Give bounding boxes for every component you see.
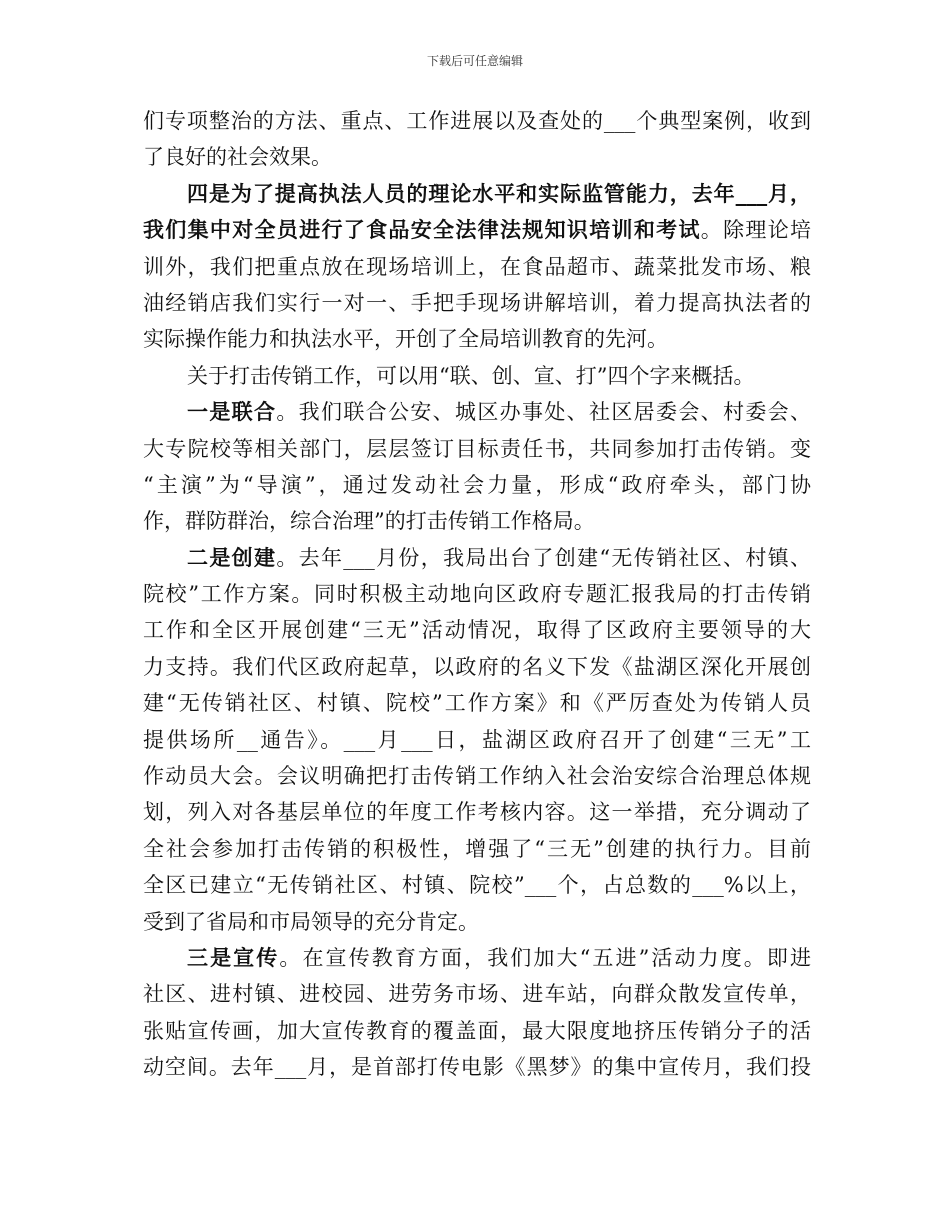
- bold-run: 三是宣传: [187, 944, 280, 970]
- text-run: 社区、进村镇、进校园、进劳务市场、进车站，向群众散发宣传单，: [143, 982, 811, 1007]
- text-run: 院校”工作方案。同时积极主动地向区政府专题汇报我局的打击传销: [143, 582, 811, 607]
- text-line: [143, 867, 811, 903]
- text-run: 了良好的社会效果。: [143, 145, 332, 170]
- text-line: [143, 722, 811, 758]
- text-run: 实际操作能力和执法水平，开创了全局培训教育的先河。: [143, 327, 668, 352]
- text-line: [143, 467, 811, 503]
- text-line: [143, 976, 811, 1012]
- text-run: “主演”为“导演”，通过发动社会力量，形成“政府牵头，部门协: [143, 472, 811, 497]
- text-line: [143, 540, 811, 576]
- text-line: [143, 212, 811, 248]
- text-run: 工作和全区开展创建“三无”活动情况，取得了区政府主要领导的大: [143, 618, 811, 643]
- text-run: 力支持。我们代区政府起草，以政府的名义下发《盐湖区深化开展创: [143, 654, 811, 679]
- text-run: 训外，我们把重点放在现场培训上，在食品超市、蔬菜批发市场、粮: [143, 254, 811, 279]
- text-line: [143, 794, 811, 830]
- text-run: 全社会参加打击传销的积极性，增强了“三无”创建的执行力。目前: [143, 836, 811, 861]
- text-line: [143, 576, 811, 612]
- text-line: [143, 358, 811, 394]
- text-line: [143, 503, 811, 539]
- text-run: 全区已建立“无传销社区、村镇、院校”___个，占总数的___%以上，: [143, 873, 811, 898]
- text-line: [143, 103, 811, 139]
- text-line: [143, 940, 811, 976]
- text-run: 划，列入对各基层单位的年度工作考核内容。这一举措，充分调动了: [143, 800, 811, 825]
- text-run: 。在宣传教育方面，我们加大“五进”活动力度。即进: [279, 945, 811, 970]
- bold-run: 二是创建: [187, 544, 277, 570]
- text-run: 提供场所__通告》。___月___日，盐湖区政府召开了创建“三无”工: [143, 727, 811, 752]
- text-line: [143, 249, 811, 285]
- text-line: [143, 612, 811, 648]
- bold-run: 四是为了提高执法人员的理论水平和实际监管能力，去年___月，: [187, 180, 811, 206]
- text-run: 油经销店我们实行一对一、手把手现场讲解培训，着力提高执法者的: [143, 290, 811, 315]
- text-run: 建“无传销社区、村镇、院校”工作方案》和《严厉查处为传销人员: [143, 691, 811, 716]
- text-line: [143, 139, 811, 175]
- text-line: [143, 321, 811, 357]
- bold-run: 一是联合: [187, 399, 277, 425]
- text-run: 。去年___月份，我局出台了创建“无传销社区、村镇、: [276, 545, 812, 570]
- bold-run: 我们集中对全员进行了食品安全法律法规知识培训和考试: [143, 217, 701, 243]
- text-line: [143, 1049, 811, 1085]
- text-run: 们专项整治的方法、重点、工作进展以及查处的___个典型案例，收到: [143, 109, 811, 133]
- text-line: [143, 904, 811, 940]
- text-line: [143, 176, 811, 212]
- text-run: 作，群防群治，综合治理”的打击传销工作格局。: [143, 509, 595, 534]
- text-run: 动空间。去年___月，是首部打传电影《黑梦》的集中宣传月，我们投: [143, 1055, 811, 1080]
- text-run: 关于打击传销工作，可以用“联、创、宣、打”四个字来概括。: [187, 363, 755, 388]
- text-run: 张贴宣传画，加大宣传教育的覆盖面，最大限度地挤压传销分子的活: [143, 1018, 811, 1043]
- text-line: [143, 685, 811, 721]
- text-run: 。我们联合公安、城区办事处、社区居委会、村委会、: [276, 400, 812, 425]
- text-run: 大专院校等相关部门，层层签订目标责任书，共同参加打击传销。变: [143, 436, 811, 461]
- text-line: [143, 831, 811, 867]
- text-run: 作动员大会。会议明确把打击传销工作纳入社会治安综合治理总体规: [143, 764, 811, 789]
- text-line: [143, 431, 811, 467]
- text-run: 。除理论培: [700, 218, 812, 243]
- text-line: [143, 649, 811, 685]
- text-line: [143, 758, 811, 794]
- document-body: [143, 103, 811, 1086]
- text-line: [143, 394, 811, 430]
- page-header: 下载后可任意编辑: [426, 54, 523, 68]
- text-line: [143, 1013, 811, 1049]
- text-line: [143, 285, 811, 321]
- text-run: 受到了省局和市局领导的充分肯定。: [143, 909, 479, 934]
